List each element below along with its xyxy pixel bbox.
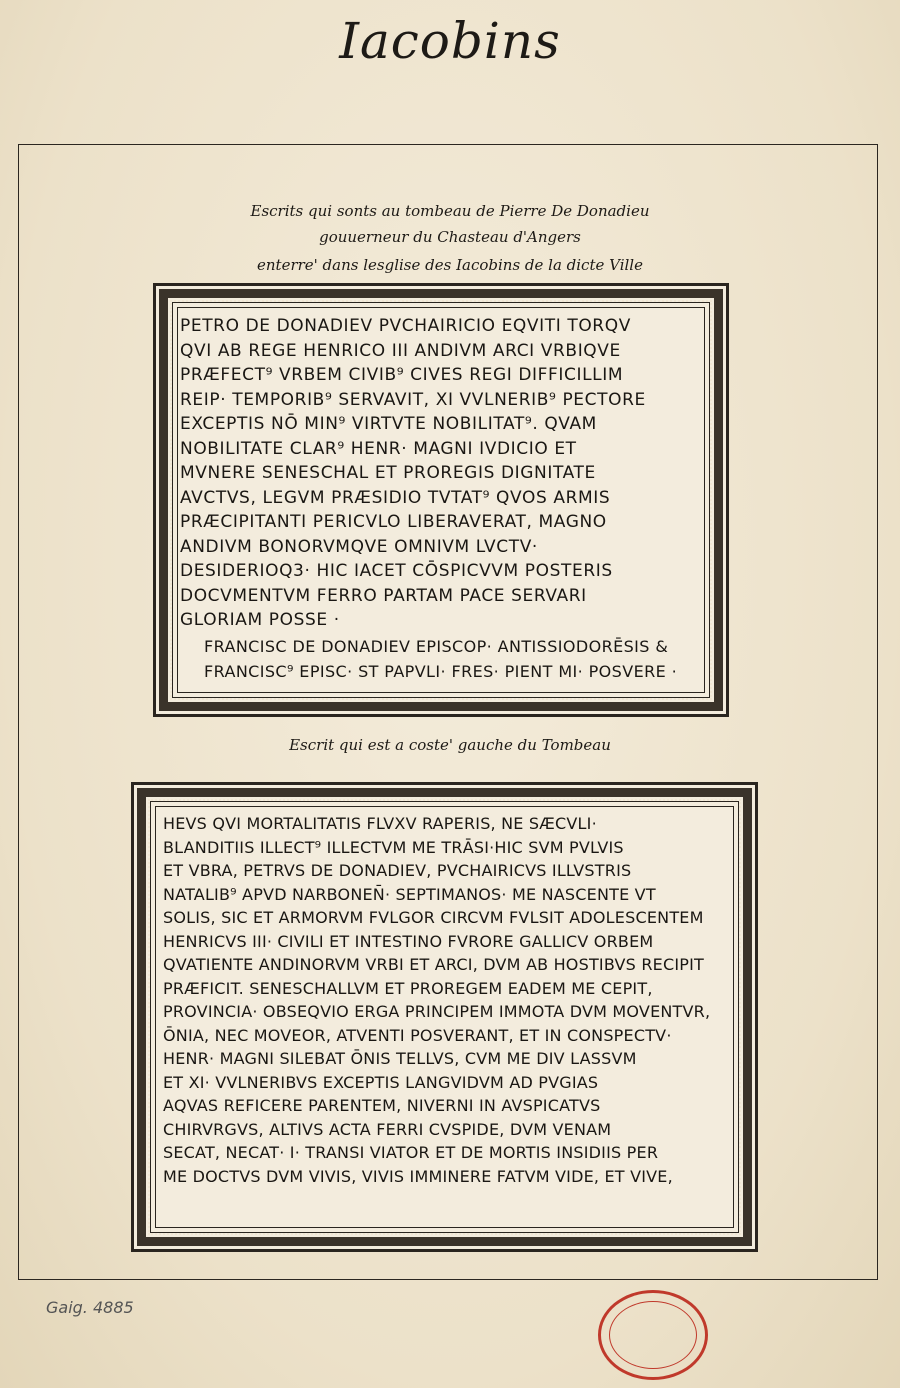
inscription-line: ŌNIA, NEC MOVEOR, ATVENTI POSVERANT, ET IN CONSPECTV· [163, 1025, 672, 1045]
dedication-line-2: FRANCISC⁹ EPISC· ST PAPVLI· FRES· PIENT MI· POSVERE · [204, 662, 678, 681]
inscription-line: HENRICVS III· CIVILI ET INTESTINO FVRORE GALLICV ORBEM [163, 931, 654, 951]
inscription-line: AVCTVS, LEGVM PRÆSIDIO TVTAT⁹ QVOS ARMIS [180, 487, 611, 508]
inscription-line: EXCEPTIS NŌ MIN⁹ VIRTVTE NOBILITAT⁹. QVAM [180, 414, 597, 434]
inscription-line: NOBILITATE CLAR⁹ HENR· MAGNI IVDICIO ET [180, 438, 577, 459]
inscription-line: REIP· TEMPORIB⁹ SERVAVIT, XI VVLNERIB⁹ PECTORE [180, 389, 646, 410]
dedication-line-1: FRANCISC DE DONADIEV EPISCOP· ANTISSIODORĒSIS & [204, 637, 669, 656]
inscription-line: QVATIENTE ANDINORVM VRBI ET ARCI, DVM AB HOSTIBVS RECIPIT [163, 955, 704, 974]
inscription-line: BLANDITIIS ILLECT⁹ ILLECTVM ME TRĀSI·HIC SVM PVLVIS [163, 837, 624, 857]
inscription-line: PRÆCIPITANTI PERICVLO LIBERAVERAT, MAGNO [180, 512, 607, 532]
stamp-ring [609, 1301, 697, 1369]
caption-line-1: Escrits qui sonts au tombeau de Pierre De Donadieu [250, 202, 650, 220]
epitaph-text-2 [163, 812, 710, 1188]
inscription-line: SOLIS, SIC ET ARMORVM FVLGOR CIRCVM FVLSIT ADOLESCENTEM [163, 908, 704, 927]
inscription-line: MVNERE SENESCHAL ET PROREGIS DIGNITATE [180, 463, 596, 483]
inscription-line: AQVAS REFICERE PARENTEM, NIVERNI IN AVSPICATVS [163, 1096, 601, 1115]
inscription-line: CHIRVRGVS, ALTIVS ACTA FERRI CVSPIDE, DVM VENAM [163, 1119, 612, 1139]
inscription-line: NATALIB⁹ APVD NARBONEN̄· SEPTIMANOS· ME NASCENTE VT [163, 884, 656, 904]
caption-left-side: Escrit qui est a coste' gauche du Tombeau [289, 736, 611, 754]
inscription-line: SECAT, NECAT· I· TRANSI VIATOR ET DE MORTIS INSIDIIS PER [163, 1143, 659, 1162]
inscription-line: PRÆFICIT. SENESCHALLVM ET PROREGEM EADEM ME CEPIT, [163, 978, 653, 998]
inscription-line: QVI AB REGE HENRICO III ANDIVM ARCI VRBIQVE [180, 340, 621, 361]
inscription-line: PRÆFECT⁹ VRBEM CIVIB⁹ CIVES REGI DIFFICILLIM [180, 365, 624, 385]
inscription-line: HENR· MAGNI SILEBAT ŌNIS TELLVS, CVM ME DIV LASSVM [163, 1049, 637, 1068]
page-title: Iacobins [339, 12, 561, 70]
inscription-line: PETRO DE DONADIEV PVCHAIRICIO EQVITI TORQV [180, 316, 631, 336]
inscription-line: DOCVMENTVM FERRO PARTAM PACE SERVARI [180, 585, 587, 606]
inscription-line: DESIDERIOQ3· HIC IACET CŌSPICVVM POSTERIS [180, 561, 613, 581]
inscription-line: ET XI· VVLNERIBVS EXCEPTIS LANGVIDVM AD PVGIAS [163, 1072, 599, 1092]
inscription-line: PROVINCIA· OBSEQVIO ERGA PRINCIPEM IMMOTA DVM MOVENTVR, [163, 1002, 711, 1021]
inscription-line: ANDIVM BONORVMQVE OMNIVM LVCTV· [180, 536, 538, 557]
library-stamp [598, 1290, 708, 1380]
inscription-line: ET VBRA, PETRVS DE DONADIEV, PVCHAIRICVS ILLVSTRIS [163, 861, 632, 880]
inscription-line: GLORIAM POSSE · [180, 610, 340, 630]
inscription-line: HEVS QVI MORTALITATIS FLVXV RAPERIS, NE SÆCVLI· [163, 814, 597, 833]
shelfmark: Gaig. 4885 [46, 1298, 134, 1317]
caption-line-3: enterre' dans lesglise des Iacobins de la dicte Ville [257, 256, 643, 274]
epitaph-text-1 [180, 314, 646, 633]
caption-line-2: gouuerneur du Chasteau d'Angers [319, 228, 581, 246]
inscription-line: ME DOCTVS DVM VIVIS, VIVIS IMMINERE FATVM VIDE, ET VIVE, [163, 1166, 673, 1186]
